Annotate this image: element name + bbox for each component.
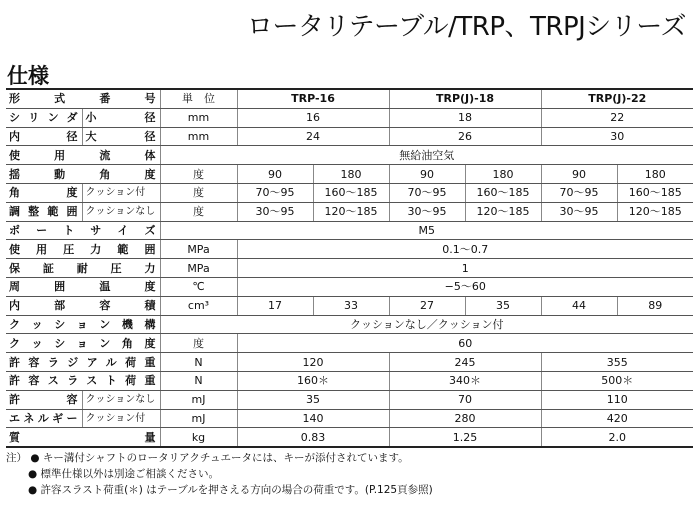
table-row — [6, 353, 693, 372]
cell: 160〜185 — [465, 183, 541, 202]
cell: 1 — [237, 259, 693, 278]
table-row — [6, 409, 693, 428]
cell: 2.0 — [541, 428, 693, 447]
cell: 22 — [541, 108, 693, 127]
table-row — [6, 240, 693, 259]
row-unit: N — [160, 371, 237, 390]
page-title: ロータリテーブル/TRP、TRPJシリーズ — [246, 12, 686, 42]
row-unit: 度 — [160, 183, 237, 202]
footnote-text: ● キー溝付シャフトのロータリアクチュエータには、キーが添付されています。 — [30, 452, 409, 464]
cell: 120〜185 — [313, 202, 389, 221]
cell: 180 — [313, 165, 389, 184]
table-row — [6, 221, 693, 240]
table-row — [6, 127, 693, 146]
table-row — [6, 371, 693, 390]
cell: 160〜185 — [313, 183, 389, 202]
cell: 245 — [389, 353, 541, 372]
cell: 18 — [389, 108, 541, 127]
table-row — [6, 315, 693, 334]
row-sublabel: 小 径 — [82, 108, 160, 127]
row-label: 許容ラジアル荷重 — [6, 353, 160, 372]
cell: M5 — [160, 221, 693, 240]
cell: −5〜60 — [237, 277, 693, 296]
spec-table — [6, 88, 693, 448]
cell: 120〜185 — [465, 202, 541, 221]
table-row — [6, 146, 693, 165]
cell: 420 — [541, 409, 693, 428]
footnote — [6, 450, 433, 466]
cell: 30〜95 — [389, 202, 465, 221]
cell: 180 — [617, 165, 693, 184]
cell: 140 — [237, 409, 389, 428]
cell: 16 — [237, 108, 389, 127]
row-label: 使 用 流 体 — [6, 146, 160, 165]
row-sublabel: クッションなし — [82, 390, 160, 409]
row-unit: MPa — [160, 259, 237, 278]
row-label: ポ ー ト サ イ ズ — [6, 221, 160, 240]
cell: 70 — [389, 390, 541, 409]
header-unit: 単 位 — [160, 89, 237, 108]
row-sublabel: 大 径 — [82, 127, 160, 146]
row-label: 角 度 — [6, 183, 82, 202]
cell: 44 — [541, 296, 617, 315]
cell: 30〜95 — [541, 202, 617, 221]
cell: 33 — [313, 296, 389, 315]
row-unit: mJ — [160, 409, 237, 428]
cell: 500＊ — [541, 371, 693, 390]
table-row — [6, 89, 693, 108]
row-unit: N — [160, 353, 237, 372]
cell: 70〜95 — [389, 183, 465, 202]
row-label: 周 囲 温 度 — [6, 277, 160, 296]
header-model: 形 式 番 号 — [6, 89, 160, 108]
cell: 280 — [389, 409, 541, 428]
cell: 1.25 — [389, 428, 541, 447]
cell: 60 — [237, 334, 693, 353]
row-label: クッション機構 — [6, 315, 160, 334]
cell: 24 — [237, 127, 389, 146]
cell: 89 — [617, 296, 693, 315]
row-unit: mm — [160, 108, 237, 127]
row-sublabel: クッション付 — [82, 183, 160, 202]
footnote: ● 許容スラスト荷重(＊) はテーブルを押さえる方向の場合の荷重です。(P.125頁参照) — [28, 484, 433, 496]
table-row — [6, 390, 693, 409]
row-sublabel: クッション付 — [82, 409, 160, 428]
row-label: 内 部 容 積 — [6, 296, 160, 315]
cell: 35 — [465, 296, 541, 315]
table-row — [6, 108, 693, 127]
row-unit: mJ — [160, 390, 237, 409]
row-unit: kg — [160, 428, 237, 447]
row-label: 揺 動 角 度 — [6, 165, 160, 184]
row-label: 許 容 — [6, 390, 82, 409]
row-unit: 度 — [160, 334, 237, 353]
cell: 355 — [541, 353, 693, 372]
cell: 90 — [389, 165, 465, 184]
footnote-prefix: 注） — [6, 452, 27, 464]
row-unit: ℃ — [160, 277, 237, 296]
cell: 70〜95 — [541, 183, 617, 202]
cell: 0.83 — [237, 428, 389, 447]
table-row — [6, 202, 693, 221]
row-label: エネルギー — [6, 409, 82, 428]
cell: 180 — [465, 165, 541, 184]
table-row — [6, 296, 693, 315]
cell: 160〜185 — [617, 183, 693, 202]
row-label: 保 証 耐 圧 力 — [6, 259, 160, 278]
table-row — [6, 183, 693, 202]
cell: 160＊ — [237, 371, 389, 390]
table-row — [6, 334, 693, 353]
header-model-2: TRP(J)-18 — [389, 89, 541, 108]
section-heading: 仕様 — [7, 64, 49, 88]
row-label: クッション角度 — [6, 334, 160, 353]
cell: 340＊ — [389, 371, 541, 390]
cell: 30 — [541, 127, 693, 146]
cell: 27 — [389, 296, 465, 315]
table-row — [6, 428, 693, 447]
row-unit: 度 — [160, 165, 237, 184]
table-row — [6, 259, 693, 278]
header-model-1: TRP-16 — [237, 89, 389, 108]
footnotes — [6, 450, 433, 498]
row-sublabel: クッションなし — [82, 202, 160, 221]
row-unit: mm — [160, 127, 237, 146]
row-label: 内 径 — [6, 127, 82, 146]
header-model-3: TRP(J)-22 — [541, 89, 693, 108]
cell: 35 — [237, 390, 389, 409]
row-label: シリンダ — [6, 108, 82, 127]
cell: 120 — [237, 353, 389, 372]
cell: 17 — [237, 296, 313, 315]
cell: 120〜185 — [617, 202, 693, 221]
footnote: ● 標準仕様以外は別途ご相談ください。 — [28, 468, 219, 480]
row-unit: cm³ — [160, 296, 237, 315]
table-row — [6, 165, 693, 184]
cell: クッションなし／クッション付 — [160, 315, 693, 334]
cell: 0.1〜0.7 — [237, 240, 693, 259]
row-unit: MPa — [160, 240, 237, 259]
cell: 26 — [389, 127, 541, 146]
cell: 90 — [541, 165, 617, 184]
row-label: 許容スラスト荷重 — [6, 371, 160, 390]
cell: 70〜95 — [237, 183, 313, 202]
cell: 30〜95 — [237, 202, 313, 221]
cell: 90 — [237, 165, 313, 184]
row-label: 調整範囲 — [6, 202, 82, 221]
row-label: 使 用 圧 力 範 囲 — [6, 240, 160, 259]
cell: 110 — [541, 390, 693, 409]
row-label: 質 量 — [6, 428, 160, 447]
cell: 無給油空気 — [160, 146, 693, 165]
row-unit: 度 — [160, 202, 237, 221]
table-row — [6, 277, 693, 296]
